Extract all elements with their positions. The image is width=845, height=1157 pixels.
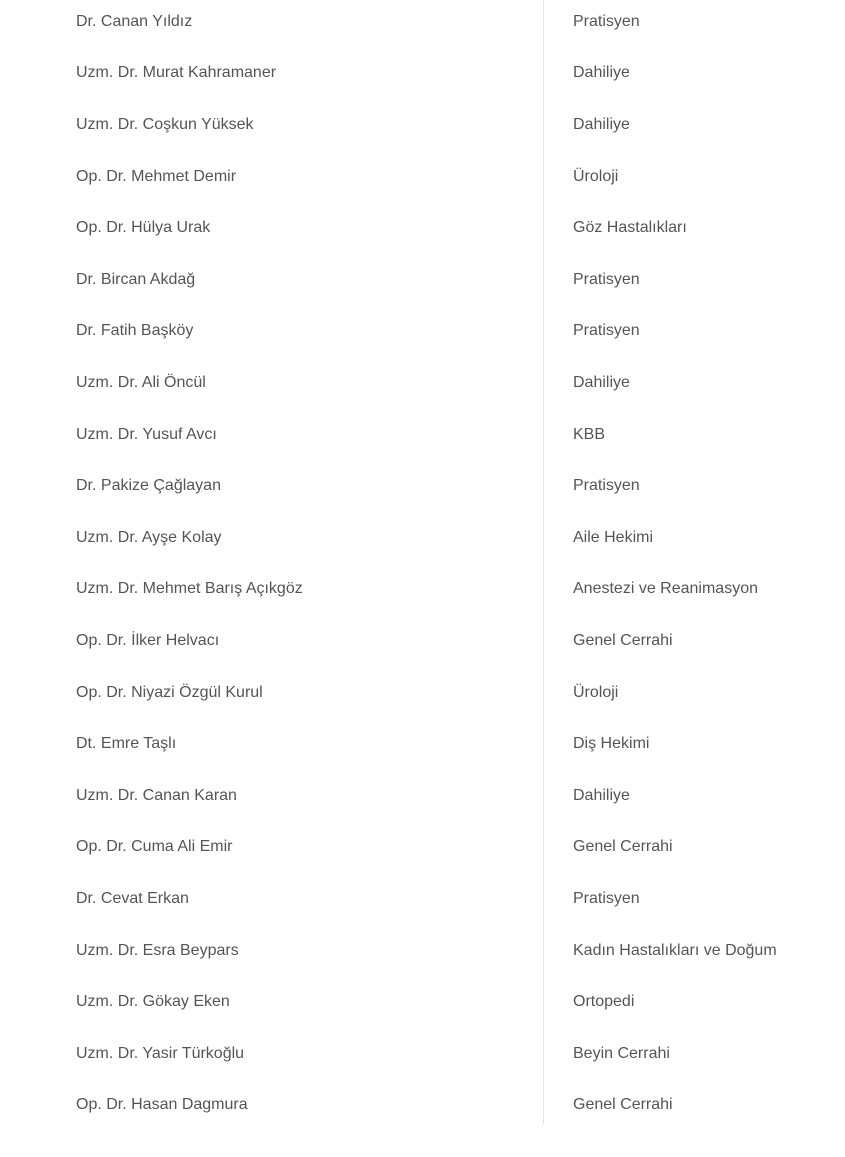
doctor-row [0, 976, 845, 1028]
doctor-department: Üroloji [573, 683, 619, 701]
doctor-name: Op. Dr. Hasan Dagmura [76, 1096, 248, 1114]
doctor-name: Uzm. Dr. Yusuf Avcı [76, 425, 217, 443]
doctor-name: Uzm. Dr. Murat Kahramaner [76, 64, 277, 82]
doctor-department: Göz Hastalıkları [573, 219, 687, 237]
doctor-row [0, 512, 845, 564]
doctor-row [0, 667, 845, 719]
doctor-department: Anestezi ve Reanimasyon [573, 580, 758, 598]
doctor-department: Pratisyen [573, 270, 640, 288]
doctor-row [0, 409, 845, 461]
doctor-name: Op. Dr. Hülya Urak [76, 219, 211, 237]
doctor-name: Uzm. Dr. Yasir Türkoğlu [76, 1044, 245, 1062]
doctor-department: Dahiliye [573, 115, 630, 133]
doctor-name: Op. Dr. Mehmet Demir [76, 167, 237, 185]
doctor-department: Aile Hekimi [573, 528, 654, 546]
doctor-row [0, 615, 845, 667]
doctor-row [0, 460, 845, 512]
doctor-name: Dr. Cevat Erkan [76, 889, 189, 907]
doctor-name: Dt. Emre Taşlı [76, 735, 177, 753]
doctor-name: Uzm. Dr. Esra Beypars [76, 941, 239, 959]
doctor-row [0, 151, 845, 203]
doctor-name: Dr. Bircan Akdağ [76, 270, 196, 288]
doctor-name: Uzm. Dr. Mehmet Barış Açıkgöz [76, 580, 303, 598]
doctor-department: Beyin Cerrahi [573, 1044, 670, 1062]
doctor-name: Uzm. Dr. Gökay Eken [76, 993, 230, 1011]
doctor-row [0, 718, 845, 770]
doctor-name: Dr. Canan Yıldız [76, 12, 193, 30]
doctor-department: Dahiliye [573, 64, 630, 82]
doctor-name: Op. Dr. İlker Helvacı [76, 631, 220, 649]
doctor-row [0, 99, 845, 151]
doctor-department: Ortopedi [573, 993, 635, 1011]
doctor-department: Diş Hekimi [573, 735, 650, 753]
doctor-row [0, 48, 845, 100]
doctor-row [0, 873, 845, 925]
doctor-name: Uzm. Dr. Canan Karan [76, 786, 237, 804]
doctor-department: Genel Cerrahi [573, 838, 673, 856]
doctor-department: Pratisyen [573, 477, 640, 495]
doctor-name: Uzm. Dr. Ayşe Kolay [76, 528, 222, 546]
doctor-row [0, 202, 845, 254]
doctor-department: Dahiliye [573, 373, 630, 391]
doctor-row [0, 770, 845, 822]
doctor-name: Op. Dr. Niyazi Özgül Kurul [76, 683, 263, 701]
doctor-name: Dr. Pakize Çağlayan [76, 477, 221, 495]
doctor-department: KBB [573, 425, 606, 443]
doctor-department: Pratisyen [573, 889, 640, 907]
doctor-department: Üroloji [573, 167, 619, 185]
doctor-row [0, 1080, 845, 1132]
doctor-row [0, 1028, 845, 1080]
doctor-row [0, 925, 845, 977]
doctor-row [0, 822, 845, 874]
doctor-department: Pratisyen [573, 322, 640, 340]
doctor-row [0, 254, 845, 306]
doctor-department: Genel Cerrahi [573, 1096, 673, 1114]
doctor-name: Dr. Fatih Başköy [76, 322, 194, 340]
doctor-row [0, 564, 845, 616]
doctor-row [0, 306, 845, 358]
doctor-department: Pratisyen [573, 12, 640, 30]
doctor-name: Uzm. Dr. Coşkun Yüksek [76, 115, 254, 133]
doctor-department: Kadın Hastalıkları ve Doğum [573, 941, 777, 959]
doctor-row [0, 0, 845, 48]
doctor-name: Op. Dr. Cuma Ali Emir [76, 838, 233, 856]
doctor-department: Dahiliye [573, 786, 630, 804]
doctor-name: Uzm. Dr. Ali Öncül [76, 373, 206, 391]
doctor-department: Genel Cerrahi [573, 631, 673, 649]
doctor-row [0, 357, 845, 409]
